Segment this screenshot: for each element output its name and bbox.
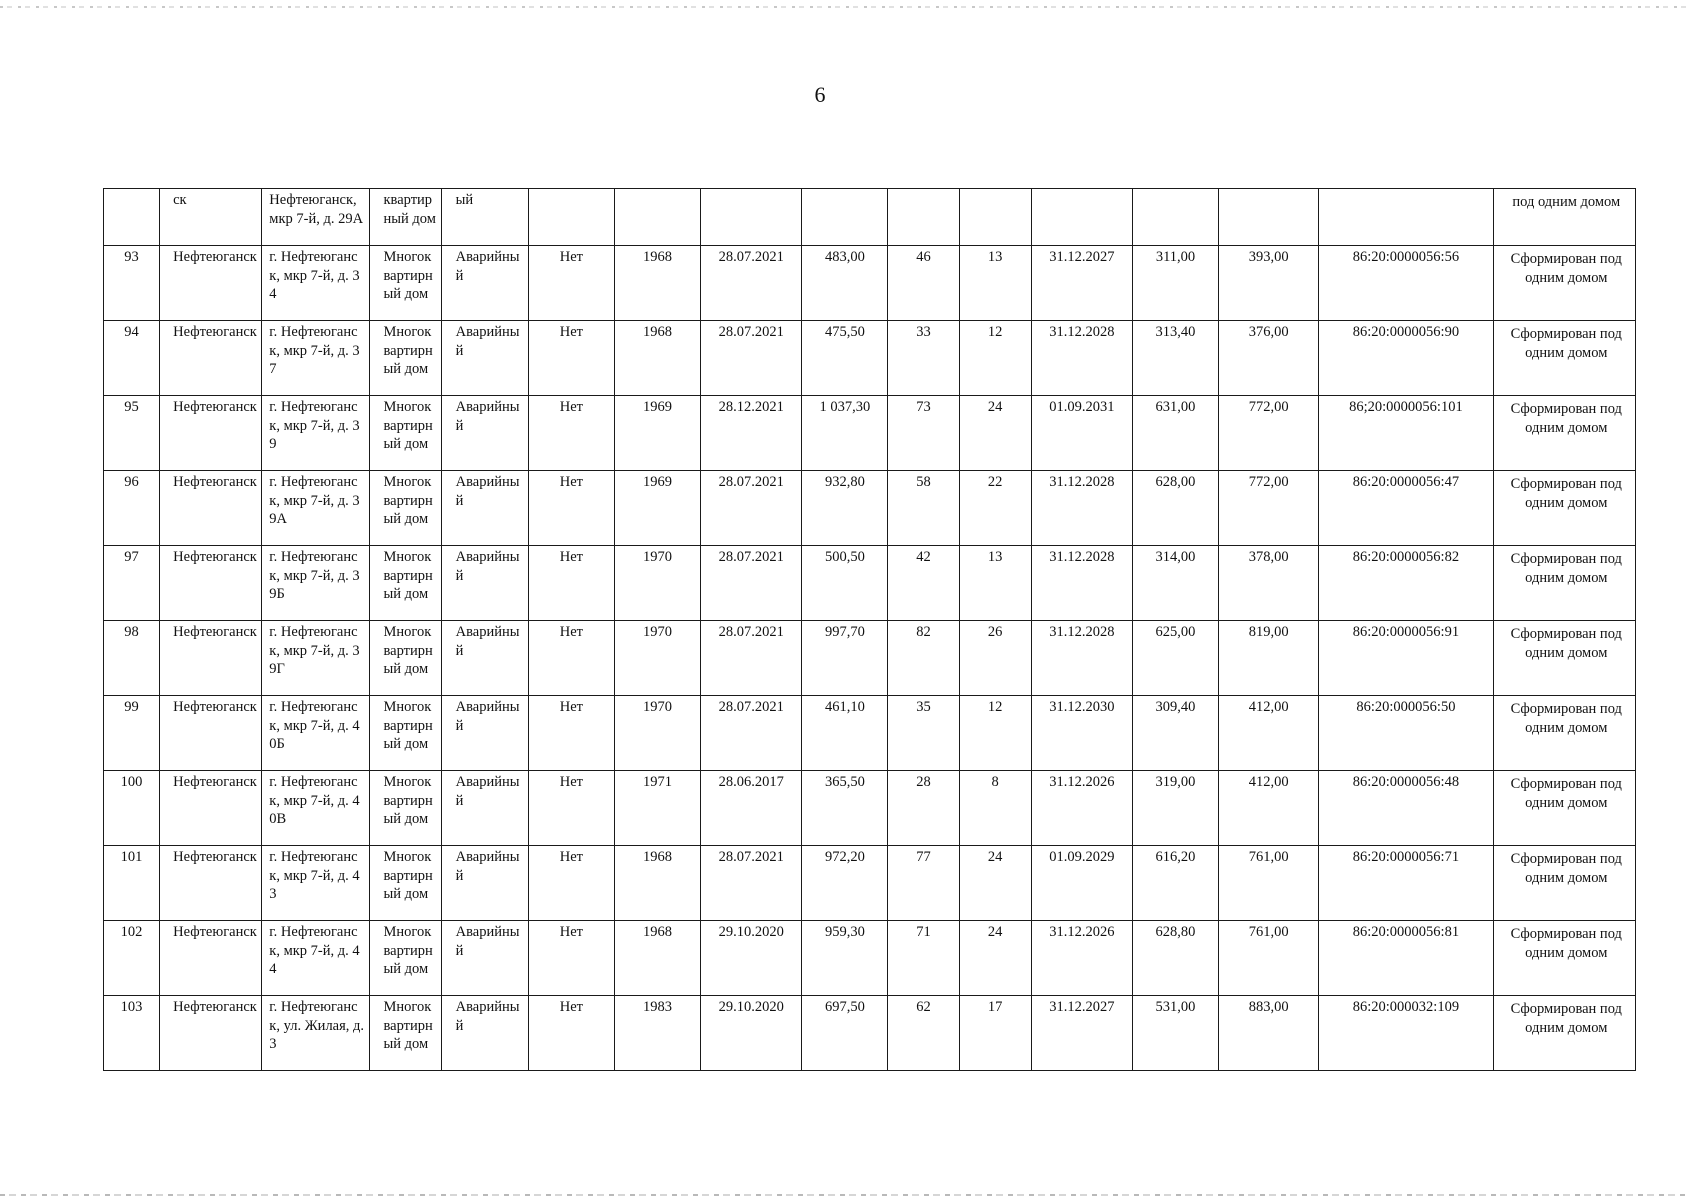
cell-address: г. Нефтеюганск, мкр 7-й, д. 40В <box>262 771 369 846</box>
cell-address: г. Нефтеюганск, мкр 7-й, д. 39 <box>262 396 369 471</box>
cell-area: 1 037,30 <box>802 396 888 471</box>
cell-premises: 24 <box>959 396 1031 471</box>
cell-included: Нет <box>528 396 614 471</box>
registry-body <box>104 189 1636 1071</box>
cell-premises: 17 <box>959 996 1031 1071</box>
table-row <box>104 621 1636 696</box>
cell-premises: 13 <box>959 546 1031 621</box>
cell-year: 1970 <box>614 621 700 696</box>
table-row <box>104 696 1636 771</box>
cell-house-type: Многоквартирный дом <box>369 246 441 321</box>
cell-area: 365,50 <box>802 771 888 846</box>
cell-date: 29.10.2020 <box>701 921 802 996</box>
cell-house-type: Многоквартирный дом <box>369 921 441 996</box>
cell-year: 1970 <box>614 546 700 621</box>
table-row-continued <box>104 189 1636 246</box>
table-row <box>104 546 1636 621</box>
cell-included: Нет <box>528 921 614 996</box>
cell-house-type: Многоквартирный дом <box>369 696 441 771</box>
cell-deadline: 31.12.2028 <box>1031 471 1132 546</box>
cell-year: 1968 <box>614 921 700 996</box>
cell-house-type: Многоквартирный дом <box>369 321 441 396</box>
cell-included <box>528 189 614 246</box>
table-row <box>104 396 1636 471</box>
cell-included: Нет <box>528 321 614 396</box>
cell-col12: 314,00 <box>1132 546 1218 621</box>
cell-district: Нефтеюганск <box>160 921 262 996</box>
cell-year <box>614 189 700 246</box>
cell-address: г. Нефтеюганск, мкр 7-й, д. 39А <box>262 471 369 546</box>
cell-col13: 412,00 <box>1219 771 1319 846</box>
cell-address: г. Нефтеюганск, ул. Жилая, д. 3 <box>262 996 369 1071</box>
cell-cadastre: 86:20:0000056:81 <box>1319 921 1493 996</box>
cell-col12 <box>1132 189 1218 246</box>
cell-condition: Аварийный <box>441 471 528 546</box>
cell-col12: 319,00 <box>1132 771 1218 846</box>
cell-col12: 531,00 <box>1132 996 1218 1071</box>
cell-condition: Аварийный <box>441 246 528 321</box>
cell-condition: ый <box>441 189 528 246</box>
housing-registry-table <box>103 188 1636 1071</box>
cell-number: 97 <box>104 546 160 621</box>
cell-deadline: 31.12.2028 <box>1031 546 1132 621</box>
cell-residents: 82 <box>888 621 959 696</box>
cell-house-type: Многоквартирный дом <box>369 621 441 696</box>
cell-col13: 772,00 <box>1219 471 1319 546</box>
cell-included: Нет <box>528 771 614 846</box>
cell-col13 <box>1219 189 1319 246</box>
cell-date: 28.07.2021 <box>701 546 802 621</box>
cell-district: Нефтеюганск <box>160 996 262 1071</box>
cell-number: 93 <box>104 246 160 321</box>
cell-status: Сформирован под одним домом <box>1493 321 1635 396</box>
cell-residents: 33 <box>888 321 959 396</box>
cell-status: Сформирован под одним домом <box>1493 471 1635 546</box>
cell-col12: 631,00 <box>1132 396 1218 471</box>
cell-district: ск <box>160 189 262 246</box>
cell-address: г. Нефтеюганск, мкр 7-й, д. 40Б <box>262 696 369 771</box>
cell-cadastre: 86:20:0000056:56 <box>1319 246 1493 321</box>
cell-premises: 24 <box>959 846 1031 921</box>
cell-cadastre: 86:20:0000056:47 <box>1319 471 1493 546</box>
cell-col12: 625,00 <box>1132 621 1218 696</box>
cell-col13: 376,00 <box>1219 321 1319 396</box>
cell-area: 475,50 <box>802 321 888 396</box>
cell-status: Сформирован под одним домом <box>1493 621 1635 696</box>
table-row <box>104 996 1636 1071</box>
cell-year: 1968 <box>614 246 700 321</box>
cell-residents: 77 <box>888 846 959 921</box>
cell-deadline: 01.09.2029 <box>1031 846 1132 921</box>
cell-date <box>701 189 802 246</box>
cell-included: Нет <box>528 546 614 621</box>
cell-status: Сформирован под одним домом <box>1493 921 1635 996</box>
cell-year: 1969 <box>614 471 700 546</box>
cell-deadline: 31.12.2027 <box>1031 996 1132 1071</box>
cell-number: 98 <box>104 621 160 696</box>
cell-date: 28.07.2021 <box>701 246 802 321</box>
cell-number: 96 <box>104 471 160 546</box>
cell-premises: 12 <box>959 696 1031 771</box>
cell-cadastre: 86:20:0000056:90 <box>1319 321 1493 396</box>
cell-included: Нет <box>528 621 614 696</box>
cell-number: 103 <box>104 996 160 1071</box>
table-row <box>104 246 1636 321</box>
cell-year: 1983 <box>614 996 700 1071</box>
cell-premises: 13 <box>959 246 1031 321</box>
cell-year: 1970 <box>614 696 700 771</box>
cell-cadastre <box>1319 189 1493 246</box>
cell-address: г. Нефтеюганск, мкр 7-й, д. 39Г <box>262 621 369 696</box>
cell-included: Нет <box>528 246 614 321</box>
cell-area: 997,70 <box>802 621 888 696</box>
cell-included: Нет <box>528 471 614 546</box>
cell-date: 28.07.2021 <box>701 321 802 396</box>
cell-residents: 46 <box>888 246 959 321</box>
cell-house-type: Многоквартирный дом <box>369 471 441 546</box>
cell-area <box>802 189 888 246</box>
cell-number <box>104 189 160 246</box>
cell-district: Нефтеюганск <box>160 696 262 771</box>
cell-district: Нефтеюганск <box>160 846 262 921</box>
cell-cadastre: 86;20:0000056:101 <box>1319 396 1493 471</box>
cell-district: Нефтеюганск <box>160 771 262 846</box>
cell-deadline: 31.12.2027 <box>1031 246 1132 321</box>
cell-status: Сформирован под одним домом <box>1493 246 1635 321</box>
cell-col12: 616,20 <box>1132 846 1218 921</box>
cell-col12: 628,00 <box>1132 471 1218 546</box>
cell-district: Нефтеюганск <box>160 246 262 321</box>
cell-cadastre: 86:20:000056:50 <box>1319 696 1493 771</box>
cell-condition: Аварийный <box>441 546 528 621</box>
cell-district: Нефтеюганск <box>160 471 262 546</box>
cell-condition: Аварийный <box>441 846 528 921</box>
cell-house-type: квартирный дом <box>369 189 441 246</box>
cell-address: г. Нефтеюганск, мкр 7-й, д. 43 <box>262 846 369 921</box>
cell-district: Нефтеюганск <box>160 396 262 471</box>
scan-edge-bottom <box>0 1194 1686 1196</box>
cell-district: Нефтеюганск <box>160 621 262 696</box>
cell-premises: 24 <box>959 921 1031 996</box>
cell-area: 697,50 <box>802 996 888 1071</box>
cell-number: 100 <box>104 771 160 846</box>
cell-house-type: Многоквартирный дом <box>369 771 441 846</box>
cell-residents: 62 <box>888 996 959 1071</box>
cell-premises: 22 <box>959 471 1031 546</box>
cell-included: Нет <box>528 996 614 1071</box>
cell-residents: 73 <box>888 396 959 471</box>
cell-area: 959,30 <box>802 921 888 996</box>
cell-deadline: 31.12.2026 <box>1031 771 1132 846</box>
scan-edge-top <box>0 6 1686 8</box>
cell-premises: 8 <box>959 771 1031 846</box>
cell-house-type: Многоквартирный дом <box>369 396 441 471</box>
cell-status: Сформирован под одним домом <box>1493 846 1635 921</box>
cell-number: 94 <box>104 321 160 396</box>
cell-cadastre: 86:20:0000056:82 <box>1319 546 1493 621</box>
cell-number: 102 <box>104 921 160 996</box>
cell-deadline: 31.12.2030 <box>1031 696 1132 771</box>
cell-cadastre: 86:20:0000056:91 <box>1319 621 1493 696</box>
cell-status: Сформирован под одним домом <box>1493 771 1635 846</box>
cell-col13: 883,00 <box>1219 996 1319 1071</box>
cell-year: 1968 <box>614 846 700 921</box>
cell-area: 972,20 <box>802 846 888 921</box>
cell-condition: Аварийный <box>441 696 528 771</box>
cell-deadline: 31.12.2026 <box>1031 921 1132 996</box>
cell-status: Сформирован под одним домом <box>1493 696 1635 771</box>
cell-area: 461,10 <box>802 696 888 771</box>
table-row <box>104 921 1636 996</box>
cell-area: 500,50 <box>802 546 888 621</box>
cell-date: 28.06.2017 <box>701 771 802 846</box>
cell-residents <box>888 189 959 246</box>
cell-col12: 628,80 <box>1132 921 1218 996</box>
cell-year: 1968 <box>614 321 700 396</box>
cell-address: г. Нефтеюганск, мкр 7-й, д. 44 <box>262 921 369 996</box>
cell-number: 101 <box>104 846 160 921</box>
cell-premises: 26 <box>959 621 1031 696</box>
cell-condition: Аварийный <box>441 771 528 846</box>
cell-address: г. Нефтеюганск, мкр 7-й, д. 39Б <box>262 546 369 621</box>
cell-col13: 819,00 <box>1219 621 1319 696</box>
cell-premises <box>959 189 1031 246</box>
cell-date: 28.07.2021 <box>701 696 802 771</box>
cell-number: 99 <box>104 696 160 771</box>
cell-condition: Аварийный <box>441 321 528 396</box>
table-row <box>104 321 1636 396</box>
cell-cadastre: 86:20:0000056:48 <box>1319 771 1493 846</box>
table-row <box>104 771 1636 846</box>
cell-condition: Аварийный <box>441 921 528 996</box>
cell-house-type: Многоквартирный дом <box>369 546 441 621</box>
cell-cadastre: 86:20:000032:109 <box>1319 996 1493 1071</box>
cell-deadline: 31.12.2028 <box>1031 621 1132 696</box>
table-row <box>104 846 1636 921</box>
cell-col13: 412,00 <box>1219 696 1319 771</box>
cell-status: под одним домом <box>1493 189 1635 246</box>
page-number: 6 <box>814 82 826 107</box>
cell-included: Нет <box>528 846 614 921</box>
cell-date: 29.10.2020 <box>701 996 802 1071</box>
cell-col13: 772,00 <box>1219 396 1319 471</box>
cell-year: 1971 <box>614 771 700 846</box>
cell-address: г. Нефтеюганск, мкр 7-й, д. 37 <box>262 321 369 396</box>
cell-col13: 761,00 <box>1219 921 1319 996</box>
cell-condition: Аварийный <box>441 621 528 696</box>
cell-house-type: Многоквартирный дом <box>369 846 441 921</box>
table-row <box>104 471 1636 546</box>
cell-col12: 311,00 <box>1132 246 1218 321</box>
cell-date: 28.07.2021 <box>701 846 802 921</box>
cell-col13: 393,00 <box>1219 246 1319 321</box>
cell-address: Нефтеюганск, мкр 7-й, д. 29А <box>262 189 369 246</box>
cell-status: Сформирован под одним домом <box>1493 396 1635 471</box>
cell-col13: 761,00 <box>1219 846 1319 921</box>
cell-date: 28.12.2021 <box>701 396 802 471</box>
cell-deadline <box>1031 189 1132 246</box>
cell-date: 28.07.2021 <box>701 621 802 696</box>
cell-house-type: Многоквартирный дом <box>369 996 441 1071</box>
cell-area: 932,80 <box>802 471 888 546</box>
cell-residents: 58 <box>888 471 959 546</box>
cell-col12: 313,40 <box>1132 321 1218 396</box>
cell-residents: 35 <box>888 696 959 771</box>
cell-area: 483,00 <box>802 246 888 321</box>
cell-status: Сформирован под одним домом <box>1493 996 1635 1071</box>
cell-col13: 378,00 <box>1219 546 1319 621</box>
cell-district: Нефтеюганск <box>160 321 262 396</box>
cell-condition: Аварийный <box>441 396 528 471</box>
cell-condition: Аварийный <box>441 996 528 1071</box>
cell-premises: 12 <box>959 321 1031 396</box>
cell-residents: 71 <box>888 921 959 996</box>
cell-deadline: 01.09.2031 <box>1031 396 1132 471</box>
cell-cadastre: 86:20:0000056:71 <box>1319 846 1493 921</box>
cell-deadline: 31.12.2028 <box>1031 321 1132 396</box>
cell-number: 95 <box>104 396 160 471</box>
cell-residents: 42 <box>888 546 959 621</box>
cell-district: Нефтеюганск <box>160 546 262 621</box>
cell-status: Сформирован под одним домом <box>1493 546 1635 621</box>
cell-included: Нет <box>528 696 614 771</box>
cell-col12: 309,40 <box>1132 696 1218 771</box>
cell-date: 28.07.2021 <box>701 471 802 546</box>
cell-residents: 28 <box>888 771 959 846</box>
cell-year: 1969 <box>614 396 700 471</box>
cell-address: г. Нефтеюганск, мкр 7-й, д. 34 <box>262 246 369 321</box>
